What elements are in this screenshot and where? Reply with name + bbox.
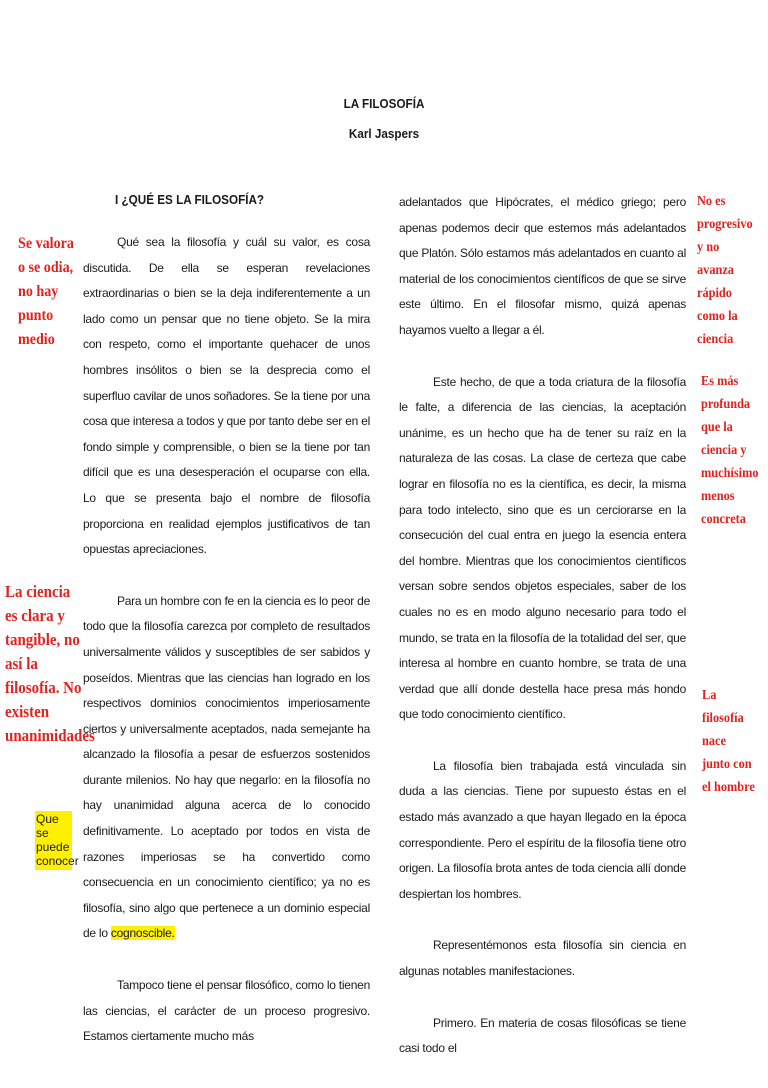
document-title: LA FILOSOFÍA bbox=[343, 96, 425, 111]
right-column bbox=[399, 190, 686, 1088]
paragraph: La filosofía bien trabajada está vinculada sin duda a las ciencias. Tiene por supuesto éstas en el estado más avanzado a que hayan llegado en la época correspondiente. Pero el espíritu de la filosofía tiene otro origen. La filosofía brota antes de toda ciencia allí donde despiertan los hombres. bbox=[399, 758, 686, 901]
sticky-note: Que se puede conocer bbox=[36, 812, 79, 868]
paragraph: Tampoco tiene el pensar filosófico, como lo tienen las ciencias, el carácter de un proceso progresivo. Estamos ciertamente mucho más bbox=[83, 978, 370, 1044]
paragraph: Este hecho, de que a toda criatura de la filosofía le falte, a diferencia de las ciencias, la aceptación unánime, es un hecho que ha de tener su raíz en la naturaleza de las cosas. La clase de certeza que cabe lograr en filosofía no es la científica, es decir, la misma para todo intelecto, sino que es un cerciorarse en la consecución del cual entra en juego la esencia entera del hombre. Mientras que los conocimientos científicos versan sobre sendos objetos especiales, saber de los cuales no es en modo alguno necesario para todo el mundo, se trata en la filosofía de la totalidad del ser, que interesa al hombre en cuanto hombre, se trata de una verdad que allí donde destella hace presa más hondo que todo conocimiento científico. bbox=[399, 374, 686, 722]
paragraph-text: Para un hombre con fe en la ciencia es lo peor de todo que la filosofía carezca por completo de resultados universalmente válidos y susceptibles de ser sabidos y poseídos. Mientras que las ciencias han logrado en los respectivos dominios conocimientos imperiosamente ciertos y universalmente aceptados, nada semejante ha alcanzado la filosofía a pesar de esfuerzos sostenidos durante milenios. No hay que negarlo: en la filosofía no hay unanimidad alguna acerca de lo conocido definitivamente. Lo aceptado por todos en vista de razones imperiosas se ha convertido como consecuencia en un conocimiento científico; ya no es filosofía, sino algo que pertenece a un dominio especial de lo bbox=[83, 593, 370, 941]
margin-note: La filosofía nace junto con el hombre bbox=[702, 688, 755, 795]
document-author: Karl Jaspers bbox=[348, 126, 420, 141]
paragraph bbox=[83, 589, 370, 947]
paragraph: Primero. En materia de cosas filosóficas se tiene casi todo el bbox=[399, 1015, 686, 1056]
section-heading: I ¿QUÉ ES LA FILOSOFÍA? bbox=[115, 192, 265, 207]
highlighted-text: cognoscible. bbox=[110, 926, 175, 941]
margin-note: La ciencia es clara y tangible, no así la filosofía. No existen unanimidades bbox=[5, 582, 95, 745]
paragraph: Qué sea la filosofía y cuál su valor, es cosa discutida. De ella se esperan revelaciones extraordinarias o bien se la deja indiferentemente a un lado como un pensar que no tiene objeto. Se la mira con respeto, como el importante quehacer de unos hombres insólitos o bien se la desprecia como el superfluo cavilar de unos soñadores. Se la tiene por una cosa que interesa a todos y que por tanto debe ser en el fondo simple y comprensible, o bien se la tiene por tan difícil que es una desesperación el ocuparse con ella. Lo que se presenta bajo el nombre de filosofía proporciona en realidad ejemplos justificativos de tan opuestas apreciaciones. bbox=[83, 235, 370, 557]
margin-note: No es progresivo y no avanza rápido como la ciencia bbox=[697, 194, 753, 347]
margin-note: Se valora o se odia, no hay punto medio bbox=[18, 235, 74, 348]
paragraph: Representémonos esta filosofía sin ciencia en algunas notables manifestaciones. bbox=[399, 938, 686, 979]
paragraph: adelantados que Hipócrates, el médico griego; pero apenas podemos decir que estemos más adelantados que Platón. Sólo estamos más adelantados en cuanto al material de los conocimientos científicos de que se sirve este último. En el filosofar mismo, quizá apenas hayamos vuelto a llegar a él. bbox=[399, 195, 686, 337]
margin-note: Es más profunda que la ciencia y muchísimo menos concreta bbox=[701, 374, 759, 527]
left-column bbox=[83, 230, 370, 1076]
